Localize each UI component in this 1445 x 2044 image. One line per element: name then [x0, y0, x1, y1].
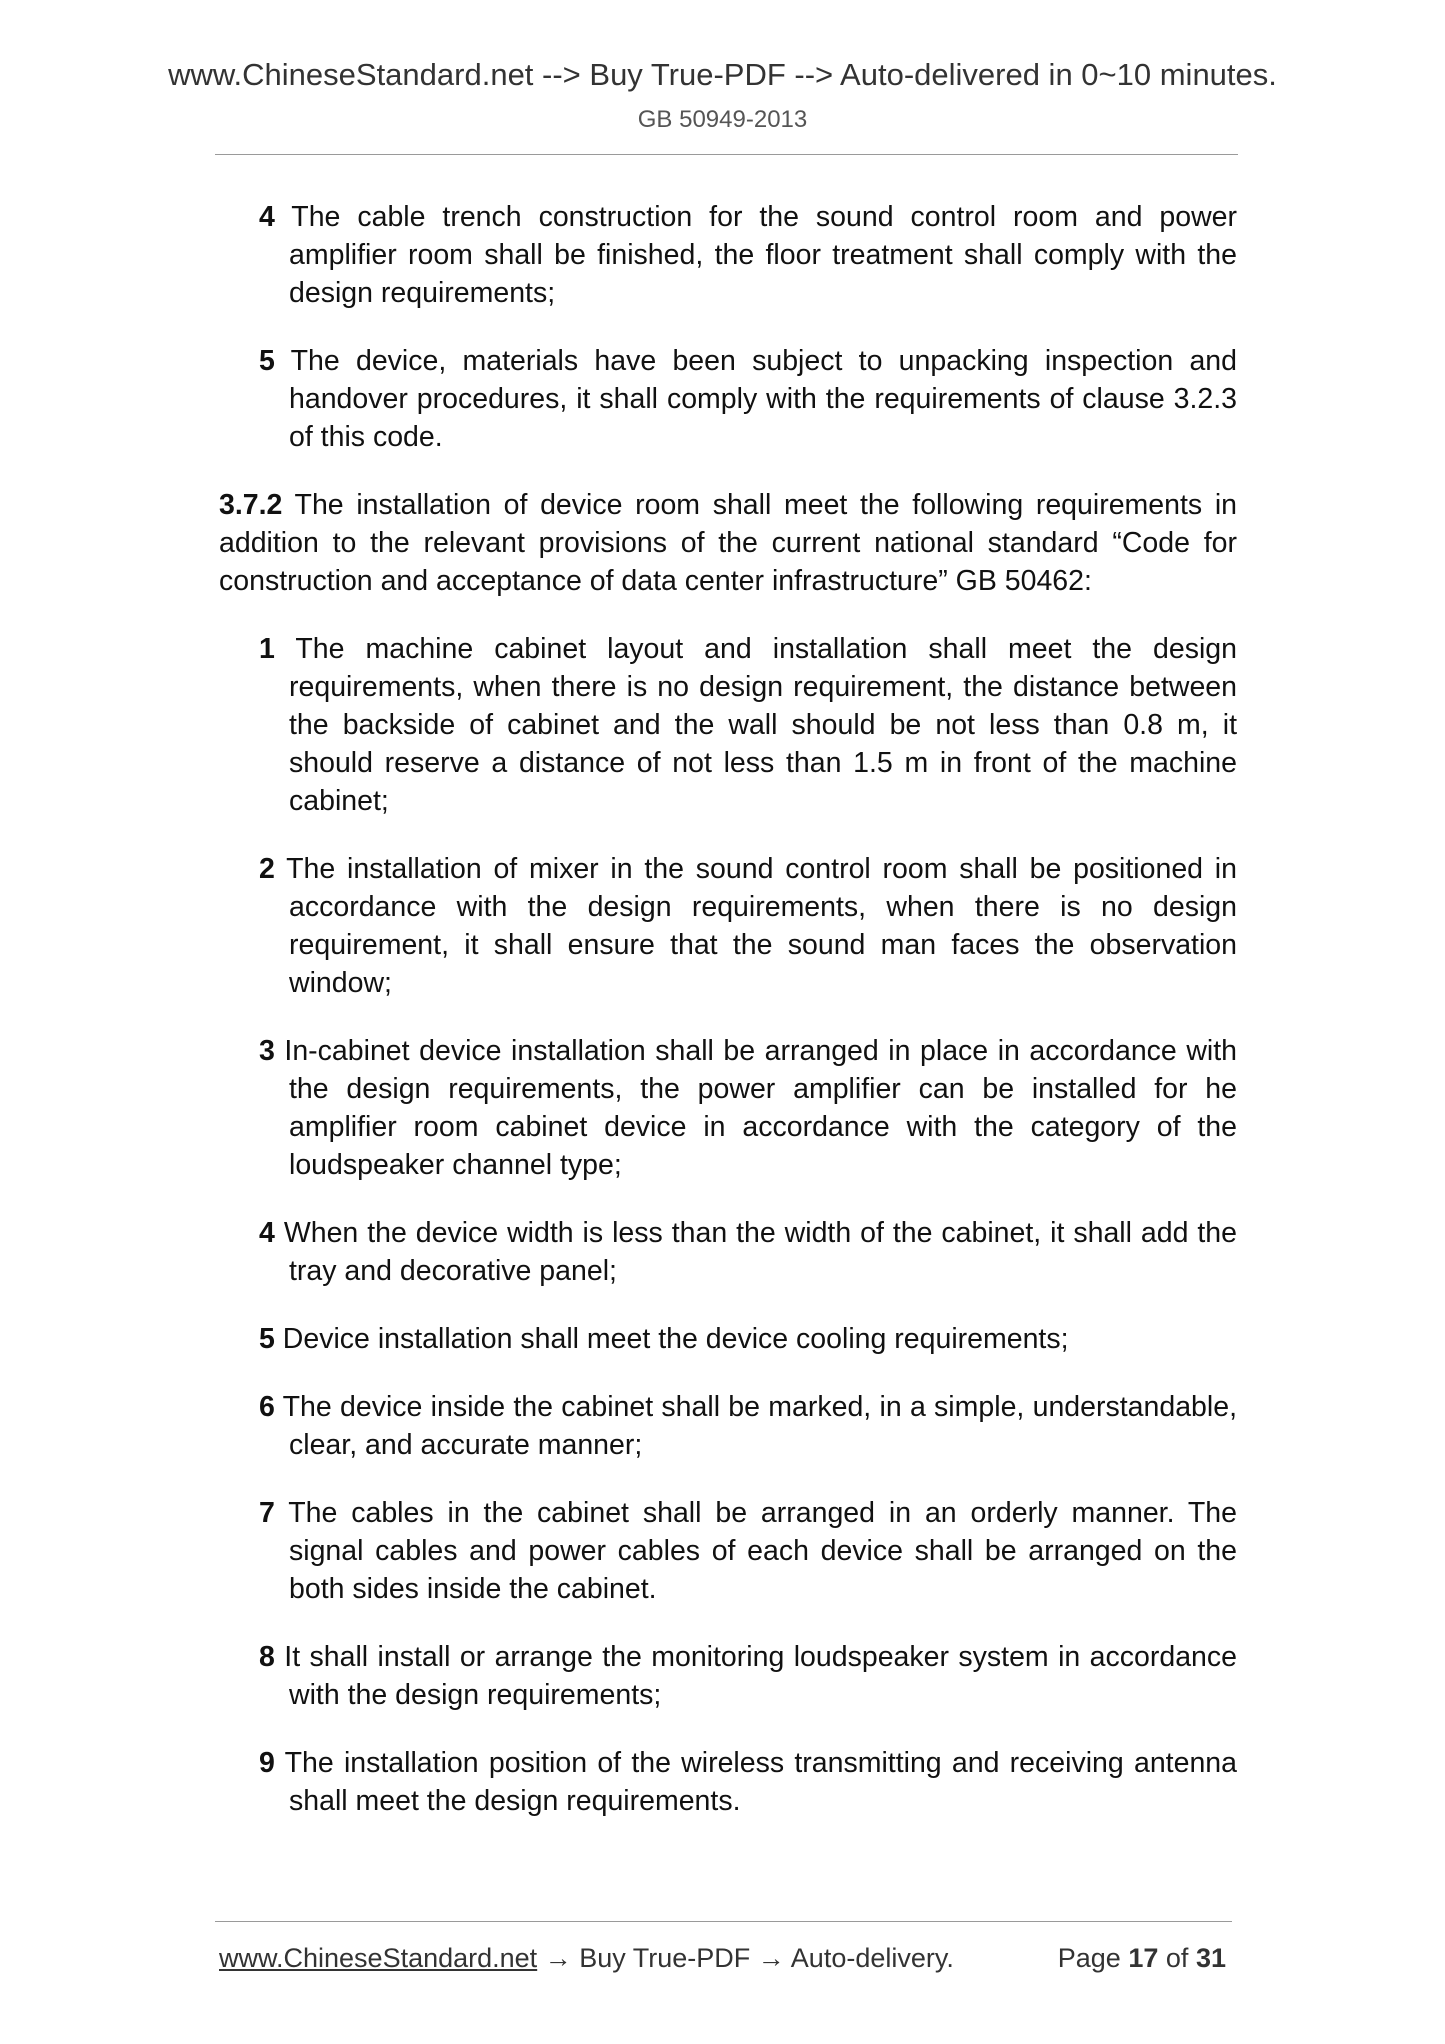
website-link[interactable]: www.ChineseStandard.net [219, 1943, 538, 1973]
item-text: The device inside the cabinet shall be marked, in a simple, understandable, clear, and accurate manner; [282, 1391, 1238, 1461]
list-item [259, 1214, 1237, 1290]
footer-divider [215, 1921, 1232, 1922]
footer-links [219, 1938, 954, 1978]
item-text: It shall install or arrange the monitoring loudspeaker system in accordance with the design requirements; [284, 1641, 1237, 1711]
item-number: 8 [259, 1641, 275, 1673]
clause-text: The installation of device room shall meet the following requirements in addition to the relevant provisions of the current national standard “Code for construction and acceptance of data center infrastructure” GB 50462: [219, 489, 1237, 597]
clause-3-7-2 [219, 486, 1237, 600]
item-number: 4 [259, 201, 275, 233]
page-indicator [1058, 1938, 1226, 1978]
list-item [259, 198, 1237, 312]
item-number: 9 [259, 1747, 275, 1779]
item-text: The device, materials have been subject to unpacking inspection and handover procedures, it shall comply with the requirements of clause 3.2.3 of this code. [289, 345, 1237, 453]
page-of: of [1165, 1943, 1189, 1973]
item-text: The machine cabinet layout and installation shall meet the design requirements, when there is no design requirement, the distance between the backside of cabinet and the wall should be not less than 0.8 m, it should reserve a distance of not less than 1.5 m in front of the machine cabinet; [289, 633, 1238, 817]
item-number: 7 [259, 1497, 275, 1529]
item-number: 1 [259, 633, 275, 665]
list-item [259, 850, 1237, 1002]
buy-text: Buy True-PDF [579, 1943, 751, 1973]
list-item [259, 342, 1237, 456]
header-banner: www.ChineseStandard.net --> Buy True-PDF --> Auto-delivered in 0~10 minutes. [168, 57, 1277, 92]
arrow-right-icon: → [544, 1943, 572, 1973]
list-item [259, 1494, 1237, 1608]
item-number: 6 [259, 1391, 275, 1423]
list-item [259, 1032, 1237, 1184]
page-total: 31 [1195, 1943, 1226, 1973]
document-body [219, 198, 1237, 1850]
list-item [259, 1638, 1237, 1714]
list-item [259, 1388, 1237, 1464]
header-divider [215, 154, 1238, 155]
item-text: When the device width is less than the width of the cabinet, it shall add the tray and decorative panel; [283, 1217, 1238, 1287]
page-current: 17 [1128, 1943, 1159, 1973]
standard-number: GB 50949-2013 [637, 106, 808, 133]
item-number: 4 [259, 1217, 275, 1249]
item-number: 2 [259, 853, 275, 885]
item-number: 5 [259, 1323, 275, 1355]
item-text: The cable trench construction for the sound control room and power amplifier room shall be finished, the floor treatment shall comply with the design requirements; [289, 201, 1237, 309]
list-item [259, 1320, 1237, 1358]
list-item [259, 1744, 1237, 1820]
delivery-text: Auto-delivery. [790, 1943, 954, 1973]
item-text: In-cabinet device installation shall be arranged in place in accordance with the design requirements, the power amplifier can be installed for he amplifier room cabinet device in accordance with the category of the loudspeaker channel type; [284, 1035, 1237, 1181]
arrow-right-icon: → [757, 1943, 785, 1973]
item-text: The cables in the cabinet shall be arranged in an orderly manner. The signal cables and power cables of each device shall be arranged on the both sides inside the cabinet. [288, 1497, 1237, 1605]
item-text: The installation position of the wireless transmitting and receiving antenna shall meet the design requirements. [284, 1747, 1238, 1817]
item-number: 5 [259, 345, 275, 377]
page-label: Page [1057, 1943, 1121, 1973]
item-text: The installation of mixer in the sound control room shall be positioned in accordance with the design requirements, when there is no design requirement, it shall ensure that the sound man faces the observation window; [286, 853, 1237, 999]
list-item [259, 630, 1237, 820]
item-text: Device installation shall meet the device cooling requirements; [282, 1323, 1069, 1355]
clause-number: 3.7.2 [219, 489, 283, 521]
item-number: 3 [259, 1035, 275, 1067]
